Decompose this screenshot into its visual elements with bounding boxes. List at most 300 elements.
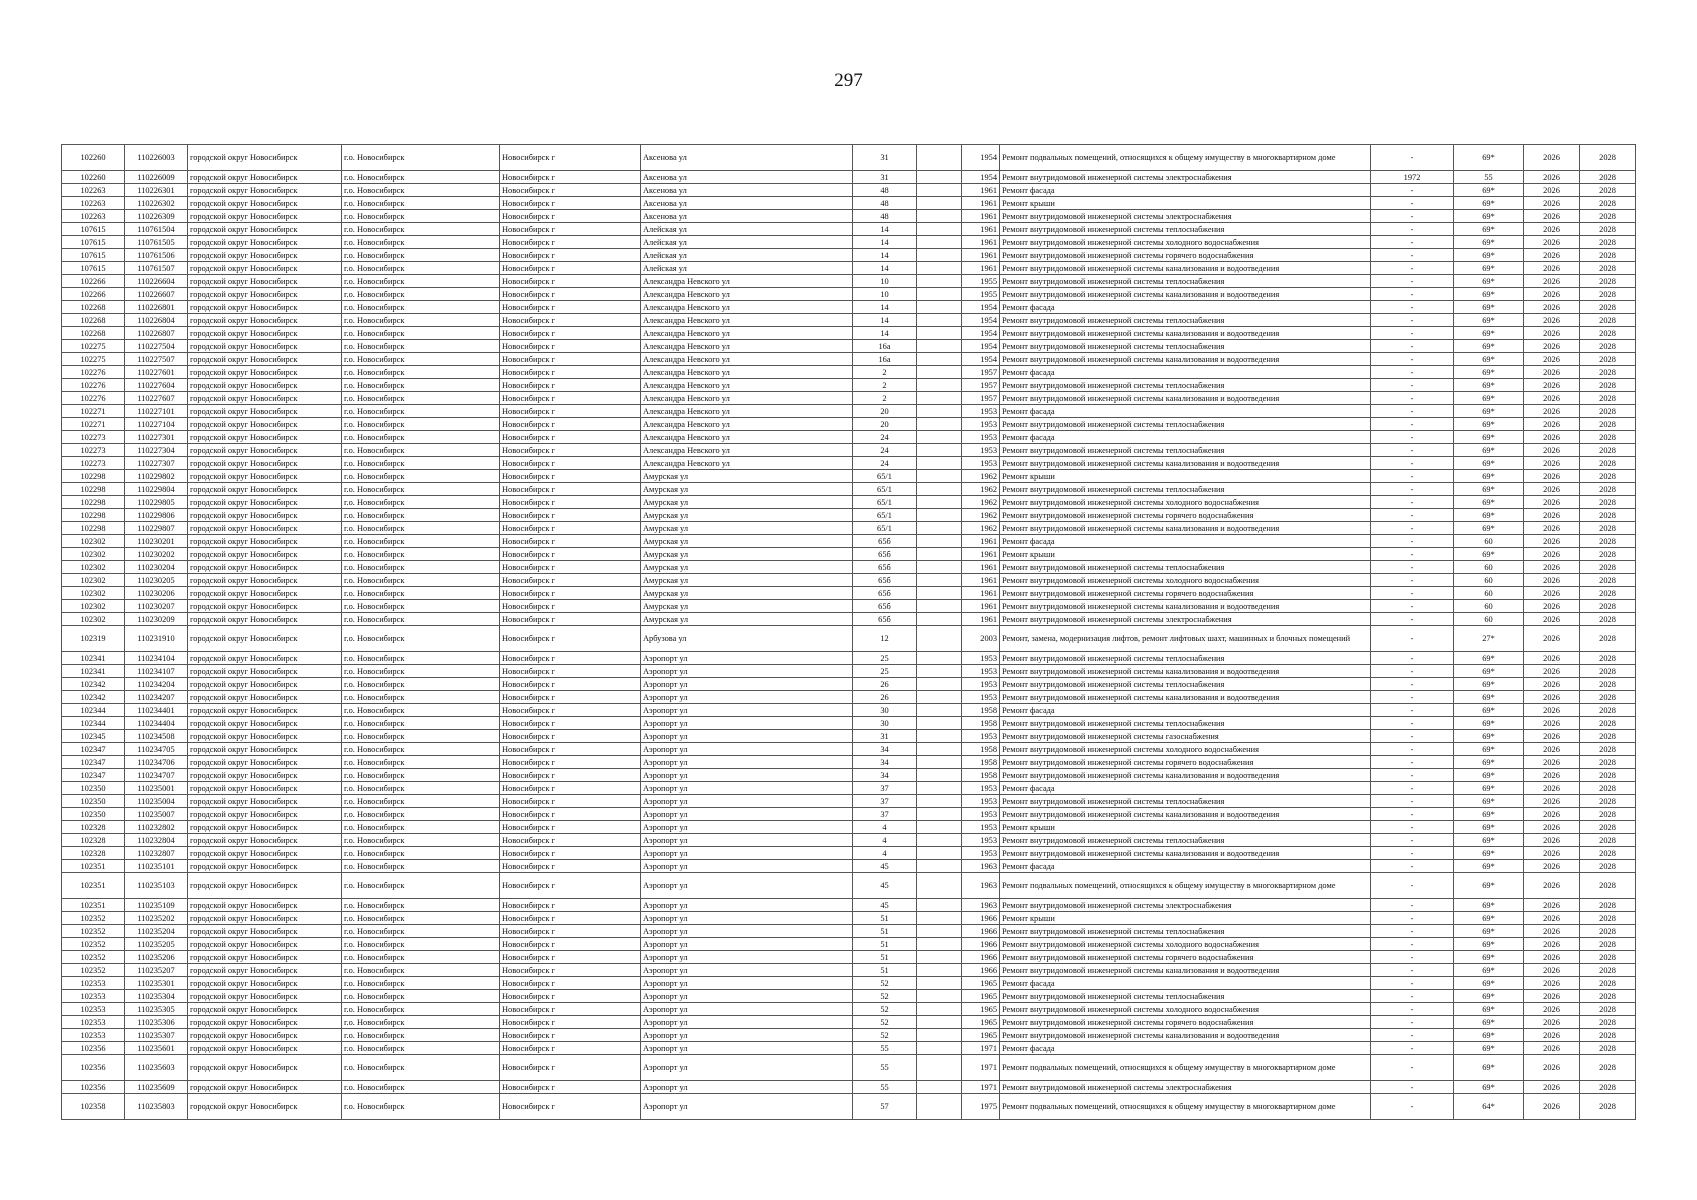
- cell-settlement: Новосибирск г: [500, 470, 641, 483]
- cell-street: Аэропорт ул: [641, 990, 853, 1003]
- cell-work-id: 110234404: [125, 717, 188, 730]
- cell-building: [917, 808, 962, 821]
- cell-plan-start-year: 2026: [1524, 769, 1580, 782]
- cell-plan-start-year: 2026: [1524, 379, 1580, 392]
- cell-work-type: Ремонт крыши: [1000, 197, 1371, 210]
- cell-last-repair-year: -: [1371, 392, 1454, 405]
- cell-plan-start-year: 2026: [1524, 847, 1580, 860]
- cell-last-repair-year: 1972: [1371, 171, 1454, 184]
- cell-plan-start-year: 2026: [1524, 457, 1580, 470]
- cell-building: [917, 587, 962, 600]
- cell-last-repair-year: -: [1371, 938, 1454, 951]
- cell-municipal-formation: г.о. Новосибирск: [342, 730, 500, 743]
- cell-year-built: 1963: [962, 860, 1000, 873]
- cell-year-built: 1971: [962, 1081, 1000, 1094]
- cell-house-id: 102351: [62, 860, 125, 873]
- cell-work-type: Ремонт фасада: [1000, 977, 1371, 990]
- cell-work-type: Ремонт внутридомовой инженерной системы теплоснабжения: [1000, 483, 1371, 496]
- table-row: [62, 1081, 1636, 1094]
- cell-municipal-formation: г.о. Новосибирск: [342, 366, 500, 379]
- cell-wear-percent: 69*: [1454, 899, 1524, 912]
- cell-plan-end-year: 2028: [1580, 522, 1636, 535]
- cell-municipal-formation: г.о. Новосибирск: [342, 353, 500, 366]
- cell-municipal-formation: г.о. Новосибирск: [342, 808, 500, 821]
- cell-wear-percent: 69*: [1454, 392, 1524, 405]
- cell-year-built: 1965: [962, 990, 1000, 1003]
- cell-plan-end-year: 2028: [1580, 938, 1636, 951]
- cell-house-id: 102351: [62, 873, 125, 899]
- cell-street: Александра Невского ул: [641, 418, 853, 431]
- cell-plan-start-year: 2026: [1524, 262, 1580, 275]
- cell-building: [917, 847, 962, 860]
- cell-settlement: Новосибирск г: [500, 457, 641, 470]
- cell-work-id: 110232807: [125, 847, 188, 860]
- cell-building: [917, 730, 962, 743]
- cell-building: [917, 249, 962, 262]
- cell-wear-percent: 69*: [1454, 275, 1524, 288]
- cell-house-id: 102350: [62, 795, 125, 808]
- cell-plan-start-year: 2026: [1524, 834, 1580, 847]
- cell-settlement: Новосибирск г: [500, 652, 641, 665]
- cell-settlement: Новосибирск г: [500, 756, 641, 769]
- cell-work-id: 110232802: [125, 821, 188, 834]
- cell-house-number: 20: [853, 418, 917, 431]
- cell-municipal-formation: г.о. Новосибирск: [342, 431, 500, 444]
- cell-municipal-formation: г.о. Новосибирск: [342, 457, 500, 470]
- cell-street: Александра Невского ул: [641, 405, 853, 418]
- cell-municipal-district: городской округ Новосибирск: [188, 1042, 342, 1055]
- cell-work-type: Ремонт внутридомовой инженерной системы теплоснабжения: [1000, 561, 1371, 574]
- cell-wear-percent: 60: [1454, 613, 1524, 626]
- cell-wear-percent: 69*: [1454, 808, 1524, 821]
- cell-plan-start-year: 2026: [1524, 730, 1580, 743]
- cell-house-number: 26: [853, 691, 917, 704]
- cell-house-id: 102276: [62, 366, 125, 379]
- cell-wear-percent: 69*: [1454, 301, 1524, 314]
- cell-year-built: 1961: [962, 535, 1000, 548]
- cell-plan-start-year: 2026: [1524, 509, 1580, 522]
- cell-last-repair-year: -: [1371, 366, 1454, 379]
- cell-house-number: 14: [853, 314, 917, 327]
- cell-building: [917, 1055, 962, 1081]
- cell-settlement: Новосибирск г: [500, 743, 641, 756]
- cell-street: Аэропорт ул: [641, 925, 853, 938]
- cell-year-built: 1965: [962, 1016, 1000, 1029]
- cell-plan-end-year: 2028: [1580, 899, 1636, 912]
- cell-plan-end-year: 2028: [1580, 353, 1636, 366]
- cell-street: Алейская ул: [641, 223, 853, 236]
- cell-municipal-district: городской округ Новосибирск: [188, 522, 342, 535]
- cell-plan-end-year: 2028: [1580, 678, 1636, 691]
- cell-work-type: Ремонт крыши: [1000, 470, 1371, 483]
- cell-street: Аэропорт ул: [641, 665, 853, 678]
- cell-house-number: 57: [853, 1094, 917, 1120]
- cell-street: Александра Невского ул: [641, 366, 853, 379]
- table-row: [62, 262, 1636, 275]
- cell-work-type: Ремонт внутридомовой инженерной системы канализования и водоотведения: [1000, 327, 1371, 340]
- cell-last-repair-year: -: [1371, 509, 1454, 522]
- cell-year-built: 1953: [962, 457, 1000, 470]
- cell-work-type: Ремонт внутридомовой инженерной системы горячего водоснабжения: [1000, 587, 1371, 600]
- cell-plan-end-year: 2028: [1580, 795, 1636, 808]
- cell-work-id: 110226801: [125, 301, 188, 314]
- cell-year-built: 1961: [962, 548, 1000, 561]
- cell-plan-start-year: 2026: [1524, 366, 1580, 379]
- table-row: [62, 171, 1636, 184]
- cell-plan-end-year: 2028: [1580, 730, 1636, 743]
- cell-house-id: 102352: [62, 951, 125, 964]
- cell-house-number: 24: [853, 457, 917, 470]
- cell-house-number: 37: [853, 795, 917, 808]
- cell-year-built: 1962: [962, 470, 1000, 483]
- cell-house-number: 52: [853, 977, 917, 990]
- cell-building: [917, 197, 962, 210]
- cell-work-type: Ремонт внутридомовой инженерной системы горячего водоснабжения: [1000, 756, 1371, 769]
- cell-plan-end-year: 2028: [1580, 756, 1636, 769]
- cell-plan-start-year: 2026: [1524, 613, 1580, 626]
- cell-municipal-district: городской округ Новосибирск: [188, 951, 342, 964]
- cell-municipal-district: городской округ Новосибирск: [188, 197, 342, 210]
- cell-work-id: 110227301: [125, 431, 188, 444]
- cell-year-built: 1955: [962, 275, 1000, 288]
- cell-work-type: Ремонт фасада: [1000, 366, 1371, 379]
- cell-plan-end-year: 2028: [1580, 834, 1636, 847]
- cell-last-repair-year: -: [1371, 1055, 1454, 1081]
- cell-wear-percent: 69*: [1454, 873, 1524, 899]
- cell-building: [917, 444, 962, 457]
- cell-last-repair-year: -: [1371, 1081, 1454, 1094]
- cell-municipal-district: городской округ Новосибирск: [188, 574, 342, 587]
- cell-building: [917, 392, 962, 405]
- cell-street: Александра Невского ул: [641, 353, 853, 366]
- cell-building: [917, 860, 962, 873]
- table-row: [62, 834, 1636, 847]
- cell-house-id: 102352: [62, 912, 125, 925]
- cell-plan-end-year: 2028: [1580, 262, 1636, 275]
- cell-building: [917, 652, 962, 665]
- cell-year-built: 1958: [962, 756, 1000, 769]
- cell-settlement: Новосибирск г: [500, 1003, 641, 1016]
- cell-plan-start-year: 2026: [1524, 977, 1580, 990]
- cell-municipal-formation: г.о. Новосибирск: [342, 548, 500, 561]
- cell-plan-end-year: 2028: [1580, 340, 1636, 353]
- cell-last-repair-year: -: [1371, 457, 1454, 470]
- cell-municipal-district: городской округ Новосибирск: [188, 834, 342, 847]
- cell-work-id: 110230209: [125, 613, 188, 626]
- cell-plan-end-year: 2028: [1580, 444, 1636, 457]
- cell-work-id: 110226607: [125, 288, 188, 301]
- cell-plan-start-year: 2026: [1524, 912, 1580, 925]
- cell-municipal-district: городской округ Новосибирск: [188, 821, 342, 834]
- cell-wear-percent: 69*: [1454, 327, 1524, 340]
- cell-plan-end-year: 2028: [1580, 301, 1636, 314]
- cell-house-number: 45: [853, 860, 917, 873]
- cell-plan-end-year: 2028: [1580, 860, 1636, 873]
- cell-last-repair-year: -: [1371, 1094, 1454, 1120]
- table-row: [62, 613, 1636, 626]
- cell-house-id: 102263: [62, 184, 125, 197]
- cell-plan-end-year: 2028: [1580, 977, 1636, 990]
- cell-year-built: 1954: [962, 171, 1000, 184]
- cell-building: [917, 1094, 962, 1120]
- cell-municipal-formation: г.о. Новосибирск: [342, 691, 500, 704]
- cell-last-repair-year: -: [1371, 769, 1454, 782]
- cell-municipal-formation: г.о. Новосибирск: [342, 574, 500, 587]
- cell-house-number: 48: [853, 210, 917, 223]
- cell-work-id: 110226807: [125, 327, 188, 340]
- cell-wear-percent: 69*: [1454, 249, 1524, 262]
- cell-house-number: 48: [853, 184, 917, 197]
- cell-plan-start-year: 2026: [1524, 197, 1580, 210]
- table-row: [62, 847, 1636, 860]
- table-row: [62, 366, 1636, 379]
- cell-building: [917, 964, 962, 977]
- cell-work-type: Ремонт внутридомовой инженерной системы теплоснабжения: [1000, 717, 1371, 730]
- cell-house-number: 65/1: [853, 483, 917, 496]
- cell-house-number: 14: [853, 223, 917, 236]
- cell-settlement: Новосибирск г: [500, 249, 641, 262]
- cell-street: Александра Невского ул: [641, 392, 853, 405]
- cell-house-number: 65б: [853, 535, 917, 548]
- cell-house-number: 45: [853, 873, 917, 899]
- cell-municipal-formation: г.о. Новосибирск: [342, 665, 500, 678]
- cell-work-type: Ремонт внутридомовой инженерной системы электроснабжения: [1000, 210, 1371, 223]
- cell-street: Аэропорт ул: [641, 1016, 853, 1029]
- cell-year-built: 1953: [962, 795, 1000, 808]
- cell-year-built: 1953: [962, 821, 1000, 834]
- cell-last-repair-year: -: [1371, 314, 1454, 327]
- cell-municipal-district: городской округ Новосибирск: [188, 483, 342, 496]
- cell-last-repair-year: -: [1371, 717, 1454, 730]
- cell-last-repair-year: -: [1371, 756, 1454, 769]
- cell-municipal-formation: г.о. Новосибирск: [342, 171, 500, 184]
- cell-building: [917, 431, 962, 444]
- cell-settlement: Новосибирск г: [500, 483, 641, 496]
- cell-plan-start-year: 2026: [1524, 171, 1580, 184]
- cell-house-id: 102328: [62, 847, 125, 860]
- cell-plan-end-year: 2028: [1580, 275, 1636, 288]
- cell-building: [917, 756, 962, 769]
- cell-municipal-formation: г.о. Новосибирск: [342, 769, 500, 782]
- cell-year-built: 1953: [962, 678, 1000, 691]
- cell-plan-end-year: 2028: [1580, 184, 1636, 197]
- cell-street: Арбузова ул: [641, 626, 853, 652]
- cell-street: Аэропорт ул: [641, 860, 853, 873]
- cell-house-number: 37: [853, 808, 917, 821]
- cell-municipal-district: городской округ Новосибирск: [188, 340, 342, 353]
- cell-street: Аэропорт ул: [641, 756, 853, 769]
- cell-plan-start-year: 2026: [1524, 535, 1580, 548]
- cell-building: [917, 496, 962, 509]
- cell-work-id: 110234706: [125, 756, 188, 769]
- cell-year-built: 2003: [962, 626, 1000, 652]
- cell-work-id: 110235001: [125, 782, 188, 795]
- cell-building: [917, 301, 962, 314]
- cell-work-id: 110226003: [125, 145, 188, 171]
- cell-work-id: 110227507: [125, 353, 188, 366]
- cell-municipal-formation: г.о. Новосибирск: [342, 249, 500, 262]
- cell-house-id: 102302: [62, 613, 125, 626]
- cell-plan-end-year: 2028: [1580, 392, 1636, 405]
- cell-wear-percent: 69*: [1454, 1081, 1524, 1094]
- cell-last-repair-year: -: [1371, 379, 1454, 392]
- cell-work-id: 110226302: [125, 197, 188, 210]
- cell-house-number: 2: [853, 366, 917, 379]
- cell-municipal-district: городской округ Новосибирск: [188, 990, 342, 1003]
- cell-house-id: 102268: [62, 301, 125, 314]
- cell-building: [917, 470, 962, 483]
- cell-wear-percent: 69*: [1454, 366, 1524, 379]
- cell-building: [917, 704, 962, 717]
- cell-last-repair-year: -: [1371, 613, 1454, 626]
- cell-year-built: 1953: [962, 808, 1000, 821]
- cell-plan-start-year: 2026: [1524, 1029, 1580, 1042]
- cell-municipal-district: городской округ Новосибирск: [188, 1094, 342, 1120]
- cell-work-id: 110235803: [125, 1094, 188, 1120]
- cell-wear-percent: 27*: [1454, 626, 1524, 652]
- cell-house-number: 65б: [853, 548, 917, 561]
- cell-street: Аэропорт ул: [641, 1042, 853, 1055]
- cell-municipal-formation: г.о. Новосибирск: [342, 561, 500, 574]
- cell-building: [917, 769, 962, 782]
- cell-work-id: 110226804: [125, 314, 188, 327]
- table-row: [62, 652, 1636, 665]
- cell-settlement: Новосибирск г: [500, 795, 641, 808]
- cell-year-built: 1971: [962, 1042, 1000, 1055]
- cell-year-built: 1953: [962, 652, 1000, 665]
- cell-house-id: 102341: [62, 665, 125, 678]
- table-row: [62, 821, 1636, 834]
- table-row: [62, 574, 1636, 587]
- cell-building: [917, 899, 962, 912]
- cell-plan-start-year: 2026: [1524, 353, 1580, 366]
- cell-building: [917, 184, 962, 197]
- cell-municipal-district: городской округ Новосибирск: [188, 873, 342, 899]
- cell-year-built: 1961: [962, 236, 1000, 249]
- cell-last-repair-year: -: [1371, 834, 1454, 847]
- cell-settlement: Новосибирск г: [500, 236, 641, 249]
- cell-house-id: 102275: [62, 353, 125, 366]
- cell-work-id: 110226301: [125, 184, 188, 197]
- cell-settlement: Новосибирск г: [500, 587, 641, 600]
- cell-house-number: 26: [853, 678, 917, 691]
- cell-house-id: 102328: [62, 834, 125, 847]
- table-row: [62, 327, 1636, 340]
- cell-last-repair-year: -: [1371, 795, 1454, 808]
- cell-building: [917, 340, 962, 353]
- cell-last-repair-year: -: [1371, 561, 1454, 574]
- cell-work-type: Ремонт фасада: [1000, 405, 1371, 418]
- cell-year-built: 1965: [962, 977, 1000, 990]
- cell-wear-percent: 69*: [1454, 1055, 1524, 1081]
- table-row: [62, 1055, 1636, 1081]
- cell-settlement: Новосибирск г: [500, 353, 641, 366]
- cell-house-number: 65/1: [853, 470, 917, 483]
- cell-plan-end-year: 2028: [1580, 652, 1636, 665]
- cell-street: Амурская ул: [641, 561, 853, 574]
- cell-plan-end-year: 2028: [1580, 912, 1636, 925]
- cell-wear-percent: 69*: [1454, 262, 1524, 275]
- cell-house-id: 102263: [62, 197, 125, 210]
- cell-year-built: 1953: [962, 405, 1000, 418]
- cell-house-id: 102260: [62, 171, 125, 184]
- cell-work-type: Ремонт внутридомовой инженерной системы теплоснабжения: [1000, 340, 1371, 353]
- cell-settlement: Новосибирск г: [500, 691, 641, 704]
- cell-street: Аксенова ул: [641, 171, 853, 184]
- cell-house-number: 24: [853, 444, 917, 457]
- cell-house-number: 24: [853, 431, 917, 444]
- cell-settlement: Новосибирск г: [500, 951, 641, 964]
- cell-year-built: 1954: [962, 301, 1000, 314]
- cell-work-id: 110235101: [125, 860, 188, 873]
- cell-plan-end-year: 2028: [1580, 509, 1636, 522]
- cell-building: [917, 951, 962, 964]
- cell-last-repair-year: -: [1371, 860, 1454, 873]
- cell-street: Аэропорт ул: [641, 847, 853, 860]
- cell-house-id: 102302: [62, 548, 125, 561]
- cell-work-id: 110235206: [125, 951, 188, 964]
- cell-municipal-formation: г.о. Новосибирск: [342, 990, 500, 1003]
- cell-plan-start-year: 2026: [1524, 795, 1580, 808]
- cell-year-built: 1961: [962, 600, 1000, 613]
- cell-house-number: 52: [853, 1003, 917, 1016]
- cell-house-id: 102352: [62, 938, 125, 951]
- cell-wear-percent: 69*: [1454, 470, 1524, 483]
- cell-work-id: 110227101: [125, 405, 188, 418]
- cell-wear-percent: 69*: [1454, 860, 1524, 873]
- cell-building: [917, 691, 962, 704]
- cell-wear-percent: 69*: [1454, 665, 1524, 678]
- cell-year-built: 1953: [962, 431, 1000, 444]
- cell-work-type: Ремонт фасада: [1000, 704, 1371, 717]
- cell-last-repair-year: -: [1371, 977, 1454, 990]
- cell-house-id: 102266: [62, 275, 125, 288]
- cell-wear-percent: 60: [1454, 574, 1524, 587]
- cell-work-id: 110227104: [125, 418, 188, 431]
- cell-year-built: 1962: [962, 483, 1000, 496]
- cell-house-id: 102344: [62, 717, 125, 730]
- cell-wear-percent: 69*: [1454, 977, 1524, 990]
- cell-settlement: Новосибирск г: [500, 899, 641, 912]
- cell-plan-end-year: 2028: [1580, 1042, 1636, 1055]
- cell-municipal-formation: г.о. Новосибирск: [342, 743, 500, 756]
- cell-municipal-district: городской округ Новосибирск: [188, 249, 342, 262]
- cell-house-id: 102263: [62, 210, 125, 223]
- cell-year-built: 1953: [962, 730, 1000, 743]
- cell-last-repair-year: -: [1371, 535, 1454, 548]
- cell-municipal-district: городской округ Новосибирск: [188, 392, 342, 405]
- cell-last-repair-year: -: [1371, 275, 1454, 288]
- table-row: [62, 353, 1636, 366]
- cell-plan-end-year: 2028: [1580, 574, 1636, 587]
- cell-work-type: Ремонт внутридомовой инженерной системы теплоснабжения: [1000, 379, 1371, 392]
- cell-plan-start-year: 2026: [1524, 756, 1580, 769]
- cell-work-id: 110235306: [125, 1016, 188, 1029]
- cell-street: Амурская ул: [641, 522, 853, 535]
- table-row: [62, 769, 1636, 782]
- cell-wear-percent: 69*: [1454, 145, 1524, 171]
- cell-work-type: Ремонт подвальных помещений, относящихся к общему имуществу в многоквартирном доме: [1000, 1094, 1371, 1120]
- cell-settlement: Новосибирск г: [500, 964, 641, 977]
- cell-work-type: Ремонт внутридомовой инженерной системы холодного водоснабжения: [1000, 1003, 1371, 1016]
- cell-municipal-district: городской округ Новосибирск: [188, 353, 342, 366]
- cell-wear-percent: 69*: [1454, 340, 1524, 353]
- cell-last-repair-year: -: [1371, 483, 1454, 496]
- cell-house-number: 10: [853, 275, 917, 288]
- cell-building: [917, 1042, 962, 1055]
- cell-street: Амурская ул: [641, 548, 853, 561]
- table-row: [62, 535, 1636, 548]
